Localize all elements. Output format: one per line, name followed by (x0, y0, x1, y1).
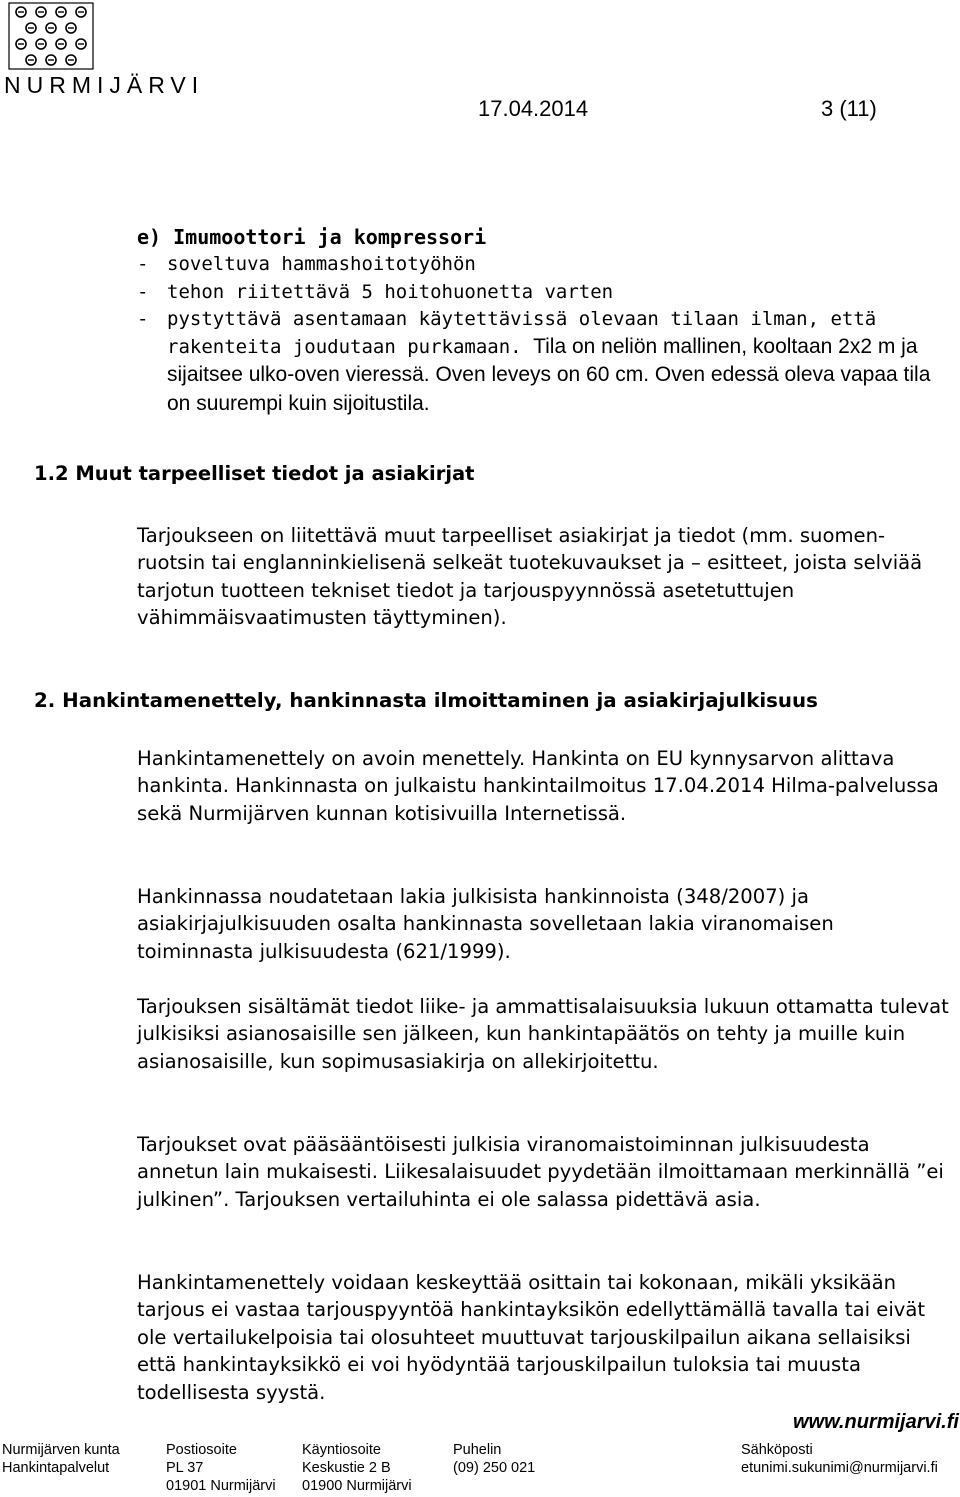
footer-organization: Nurmijärven kunta Hankintapalvelut (2, 1442, 120, 1476)
footer-email: Sähköposti etunimi.sukunimi@nurmijarvi.fi (741, 1442, 938, 1476)
logo-wordmark: NURMIJÄRVI (4, 72, 205, 98)
section-paragraph: Hankintamenettely voidaan keskeyttää osittain tai kokonaan, mikäli yksikään tarjous ei vastaa tarjouspyyntöä hankintayksikön edellyttämällä tavalla tai eivät ole vertailukelpoisia tai olosuhteet muuttuvat tarjouskilpailun aikana sellaisiksi että hankintayksikkö ei voi hyödyntää tarjouskilpailun tuloksia tai muusta todellisesta syystä. (137, 1271, 926, 1404)
section-paragraph: Tarjoukset ovat pääsääntöisesti julkisia viranomaistoiminnan julkisuudesta annetun lain mukaisesti. Liikesalaisuudet pyydetään ilmoittamaan merkinnällä ”ei julkinen”. Tarjouksen vertailuhinta ei ole salassa pidettävä asia. (137, 1133, 944, 1211)
footer-visiting-address: Käyntiosoite Keskustie 2 B 01900 Nurmijärvi (302, 1442, 412, 1494)
section-e (137, 224, 947, 418)
email-link[interactable]: etunimi.sukunimi@nurmijarvi.fi (741, 1460, 938, 1476)
website-link[interactable]: www.nurmijarvi.fi (793, 1411, 959, 1433)
section-e-title: e) Imumoottori ja kompressori (137, 225, 487, 249)
section-e-list (137, 251, 947, 418)
list-item: - tehon riitettävä 5 hoitohuonetta varten (137, 280, 614, 303)
section-paragraph: Tarjouksen sisältämät tiedot liike- ja ammattisalaisuuksia lukuun ottamatta tulevat julkisiksi asianosaisille sen jälkeen, kun hankintapäätös on tehty ja muille kuin asianosaisille, kun sopimusasiakirja on allekirjoitettu. (137, 995, 949, 1073)
municipality-logo (4, 2, 254, 102)
section-paragraph: Hankintamenettely on avoin menettely. Hankinta on EU kynnysarvon alittava hankinta. Hankinnasta on julkaistu hankintailmoitus 17.04.2014 Hilma-palvelussa sekä Nurmijärven kunnan kotisivuilla Internetissä. (137, 747, 939, 825)
list-item: - pystyttävä asentamaan käytettävissä olevaan tilaan ilman, että rakenteita joudutaan purkamaan. Tila on neliön mallinen, kooltaan 2x2 m ja sijaitsee ulko-oven vieressä. Oven leveys on 60 cm. Oven edessä oleva vapaa tila on suurempi kuin sijoitustila. (137, 307, 931, 415)
section-e-continuation: Tila on neliön mallinen, kooltaan 2x2 m ja sijaitsee ulko-oven vieressä. Oven leveys on 60 cm. Oven edessä oleva vapaa tila on suurempi kuin sijoitustila. (167, 335, 931, 415)
list-item: - soveltuva hammashoitotyöhön (137, 253, 476, 276)
section-heading: 1.2 Muut tarpeelliset tiedot ja asiakirjat (34, 462, 475, 485)
document-date: 17.04.2014 (478, 96, 589, 121)
coat-of-arms-icon (8, 2, 94, 70)
page-number: 3 (11) (821, 96, 877, 121)
footer-postal-address: Postiosoite PL 37 01901 Nurmijärvi (166, 1442, 276, 1494)
section-heading: 2. Hankintamenettely, hankinnasta ilmoittaminen ja asiakirjajulkisuus (34, 689, 818, 712)
section-paragraph: Tarjoukseen on liitettävä muut tarpeelliset asiakirjat ja tiedot (mm. suomen-ruotsin tai englanninkielisenä selkeät tuotekuvaukset ja – esitteet, joista selviää tarjotun tuotteen tekniset tiedot ja tarjouspyynnössä asetetuttujen vähimmäisvaatimusten täyttyminen). (137, 524, 923, 630)
footer-phone: Puhelin (09) 250 021 (453, 1442, 536, 1476)
section-paragraph: Hankinnassa noudatetaan lakia julkisista hankinnoista (348/2007) ja asiakirjajulkisuuden osalta hankinnasta sovelletaan lakia viranomaisen toiminnasta julkisuudesta (621/1999). (137, 885, 834, 963)
